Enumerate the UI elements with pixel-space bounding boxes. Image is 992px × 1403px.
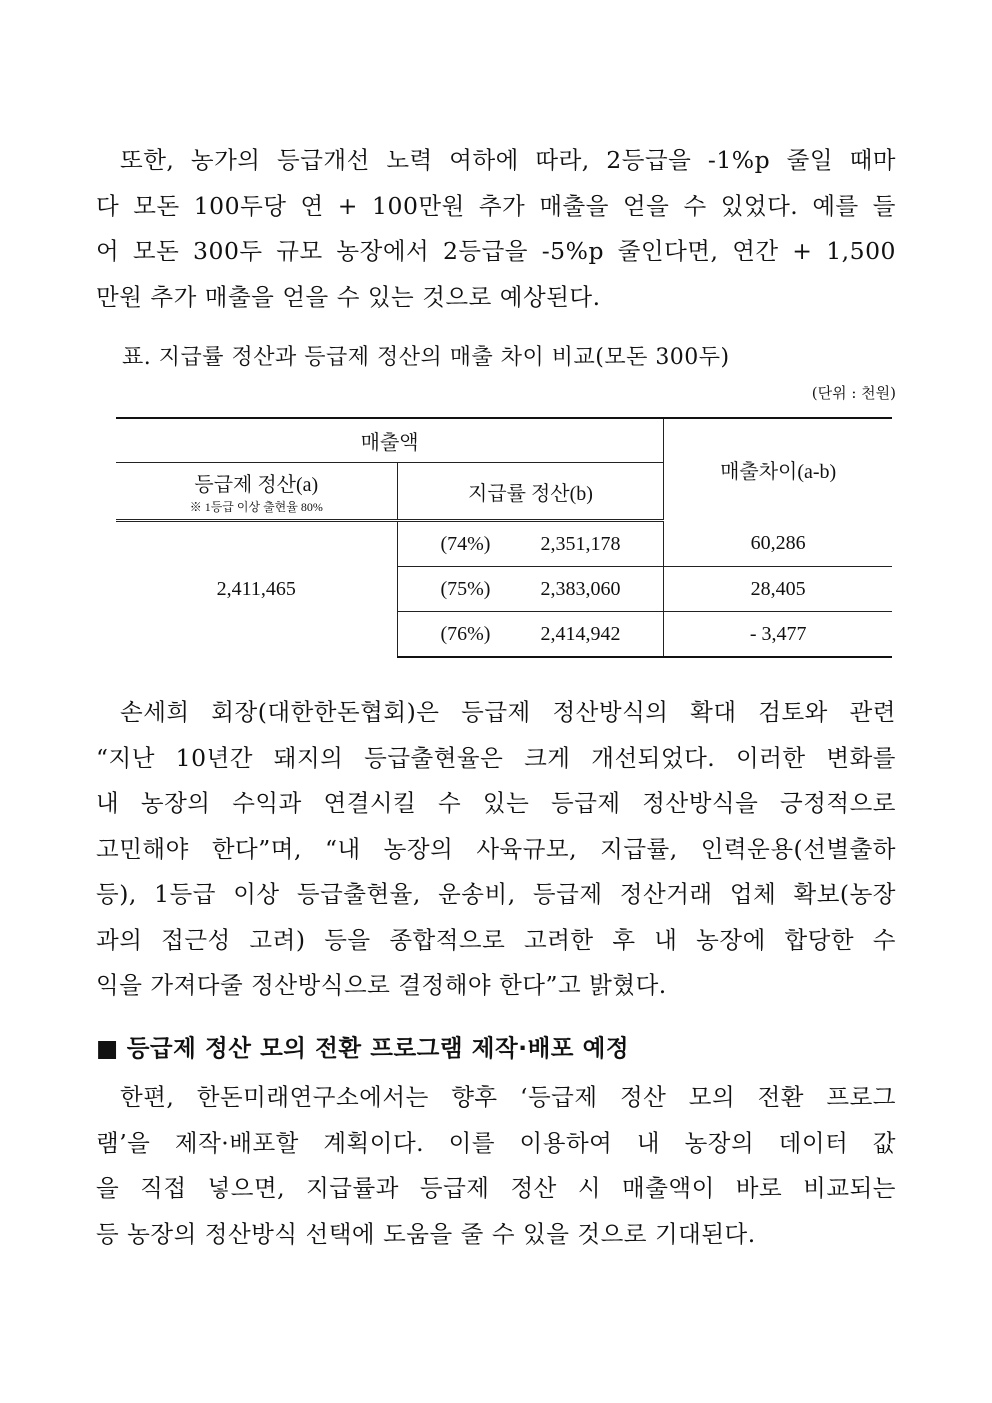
payment-cell: [397, 612, 664, 658]
paragraph-line: 다 모돈 100두당 연 + 100만원 추가 매출을 얻을 수 있었다. 예를 들: [96, 191, 896, 220]
paragraph-program-plan: [96, 1075, 896, 1257]
diff-cell: 60,286: [664, 521, 892, 567]
header-grade: [116, 463, 397, 521]
diff-cell: - 3,477: [664, 612, 892, 658]
paragraph-line: 만원 추가 매출을 얻을 수 있는 것으로 예상된다.: [96, 282, 601, 311]
paragraph-line: 등), 1등급 이상 등급출현율, 운송비, 등급제 정산거래 업체 확보(농장: [96, 880, 896, 908]
payment-amount: 2,383,060: [540, 577, 621, 600]
payment-rate: (76%): [440, 622, 491, 645]
payment-cell: [397, 521, 664, 567]
paragraph-line: 등 농장의 정산방식 선택에 도움을 줄 수 있을 것으로 기대된다.: [96, 1219, 756, 1248]
sales-comparison-table: [116, 417, 892, 658]
header-diff: [664, 418, 892, 521]
paragraph-line: 또한, 농가의 등급개선 노력 여하에 따라, 2등급을 -1%p 줄일 때마: [120, 146, 896, 174]
header-sales: 매출액: [116, 418, 664, 463]
payment-amount: 2,414,942: [540, 622, 621, 645]
table-unit: (단위 : 천원): [811, 384, 896, 402]
payment-rate: (75%): [440, 577, 491, 600]
section-heading: [96, 1030, 629, 1066]
paragraph-chairman-quote: [96, 690, 896, 1009]
paragraph-line: 내 농장의 수익과 연결시킬 수 있는 등급제 정산방식을 긍정적으로: [96, 789, 896, 817]
square-bullet-icon: ■: [96, 1034, 119, 1062]
table-caption: 표. 지급률 정산과 등급제 정산의 매출 차이 비교(모돈 300두): [122, 345, 730, 370]
grade-value-cell: 2,411,465: [116, 521, 397, 658]
paragraph-line: “지난 10년간 돼지의 등급출현율은 크게 개선되었다. 이러한 변화를: [96, 743, 896, 772]
payment-amount: 2,351,178: [540, 532, 621, 555]
paragraph-grade-improvement: [96, 138, 896, 320]
paragraph-line: 과의 접근성 고려) 등을 종합적으로 고려한 후 내 농장에 합당한 수: [96, 925, 896, 954]
header-grade-note: ※ 1등급 이상 출현율 80%: [189, 499, 323, 514]
payment-rate: (74%): [440, 532, 491, 555]
header-payment: 지급률 정산(b): [397, 463, 664, 521]
paragraph-line: 익을 가져다줄 정산방식으로 결정해야 한다”고 밝혔다.: [96, 971, 667, 999]
paragraph-line: 손세희 회장(대한한돈협회)은 등급제 정산방식의 확대 검토와 관련: [120, 698, 896, 726]
payment-cell: [397, 567, 664, 612]
paragraph-line: 한편, 한돈미래연구소에서는 향후 ‘등급제 정산 모의 전환 프로그: [120, 1083, 896, 1111]
header-diff-label: 매출차이(a-b): [720, 461, 837, 484]
diff-cell: 28,405: [664, 567, 892, 612]
header-grade-label: 등급제 정산(a): [194, 473, 319, 496]
paragraph-line: 을 직접 넣으면, 지급률과 등급제 정산 시 매출액이 바로 비교되는: [96, 1174, 896, 1202]
paragraph-line: 어 모돈 300두 규모 농장에서 2등급을 -5%p 줄인다면, 연간 + 1,500: [96, 237, 896, 265]
section-heading-title: 등급제 정산 모의 전환 프로그램 제작·배포 예정: [126, 1034, 630, 1062]
paragraph-line: 고민해야 한다”며, “내 농장의 사육규모, 지급률, 인력운용(선별출하: [96, 834, 896, 863]
paragraph-line: 램’을 제작·배포할 계획이다. 이를 이용하여 내 농장의 데이터 값: [96, 1128, 896, 1157]
table-row: [116, 521, 892, 567]
